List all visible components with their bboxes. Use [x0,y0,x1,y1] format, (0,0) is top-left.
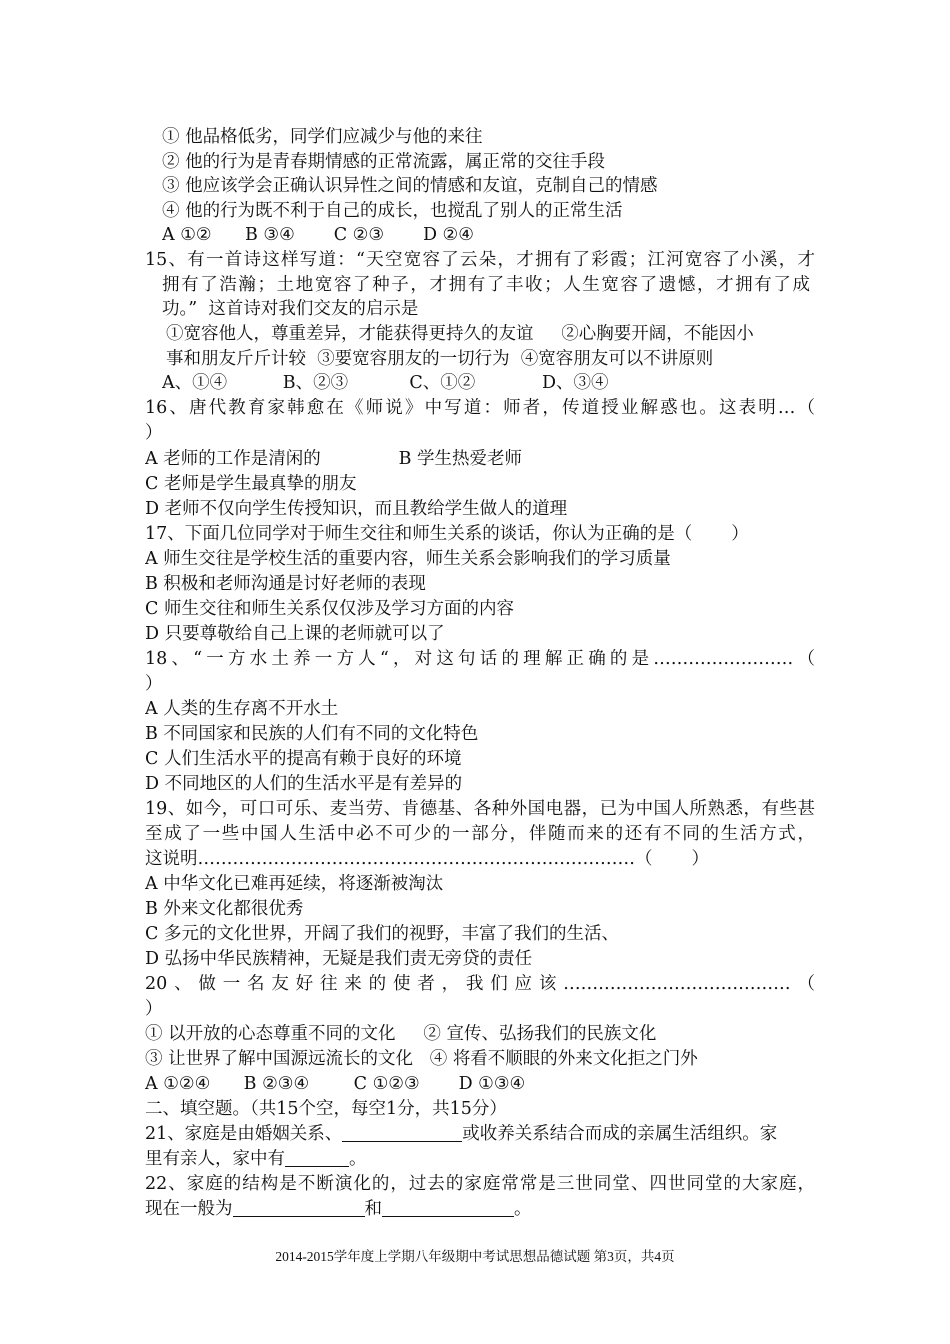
q18-option-b: B 不同国家和民族的人们有不同的文化特色 [145,724,479,744]
q15-stem-line-2: 拥有了浩瀚；土地宽容了种子，才拥有了丰收；人生宽容了遗憾，才拥有了成 [162,275,810,295]
q16-option-a-b: A 老师的工作是清闲的 B 学生热爱老师 [145,449,523,469]
q14-choices: A ①② B ③④ C ②③ D ②④ [162,225,474,245]
q14-option-3: ③ 他应该学会正确认识异性之间的情感和友谊，克制自己的情感 [162,176,658,196]
page-footer: 2014-2015学年度上学期八年级期中考试思想品德试题 第3页，共4页 [275,1249,675,1264]
q17-option-c: C 师生交往和师生关系仅仅涉及学习方面的内容 [145,599,514,619]
q18-stem: 18、“一方水土养一方人“，对这句话的理解正确的是……………………（ [145,649,815,669]
q22-line-1: 22、家庭的结构是不断演化的，过去的家庭常常是三世同堂、四世同堂的大家庭， [145,1174,815,1194]
q15-option-line-1: ①宽容他人，尊重差异，才能获得更持久的友谊 ②心胸要开阔，不能因小 [166,324,754,344]
q22-line-2 [145,1197,815,1222]
q19-option-a: A 中华文化已难再延续，将逐渐被淘汰 [145,874,444,894]
q16-option-d: D 老师不仅向学生传授知识，而且教给学生做人的道理 [145,499,568,519]
q17-option-b: B 积极和老师沟通是讨好老师的表现 [145,574,426,594]
q15-choices: A、①④ B、②③ C、①② D、③④ [162,373,609,393]
section-2-heading: 二、填空题。（共15个空，每空1分，共15分） [145,1099,507,1119]
q21-line-2 [145,1147,815,1172]
q22-text-b: 和 [364,1199,382,1219]
q17-option-d: D 只要尊敬给自己上课的老师就可以了 [145,624,445,644]
q20-choices: A ①②④ B ②③④ C ①②③ D ①③④ [145,1074,526,1094]
q19-option-c: C 多元的文化世界，开阔了我们的视野，丰富了我们的生活、 [145,924,619,944]
q14-option-1: ① 他品格低劣，同学们应减少与他的来往 [162,127,483,147]
q22-text-c: 。 [514,1199,532,1219]
q18-option-d: D 不同地区的人们的生活水平是有差异的 [145,774,463,794]
q17-stem: 17、下面几位同学对于师生交往和师生关系的谈话，你认为正确的是（ ） [145,524,749,544]
q18-stem-bracket: ） [145,674,163,694]
q21-line-1 [145,1122,815,1147]
q16-stem: 16、唐代教育家韩愈在《师说》中写道：师者，传道授业解惑也。这表明…（ [145,398,815,418]
q14-option-4: ④ 他的行为既不利于自己的成长，也搅乱了别人的正常生活 [162,201,623,221]
q16-option-c: C 老师是学生最真挚的朋友 [145,474,357,494]
q18-option-a: A 人类的生存离不开水土 [145,699,339,719]
q20-stem: 20、做一名友好往来的使者，我们应该…………………………………（ [145,974,815,994]
q20-option-line-2: ③ 让世界了解中国源远流长的文化 ④ 将看不顺眼的外来文化拒之门外 [145,1049,698,1069]
q19-stem-line-2: 至成了一些中国人生活中必不可少的一部分，伴随而来的还有不同的生活方式， [145,824,815,844]
q21-text-c: 里有亲人，家中有 [145,1149,285,1169]
q19-option-d: D 弘扬中华民族精神，无疑是我们责无旁贷的责任 [145,949,533,969]
q21-text-b: 或收养关系结合而成的亲属生活组织。家 [462,1124,778,1144]
q20-option-line-1: ① 以开放的心态尊重不同的文化 ② 宣传、弘扬我们的民族文化 [145,1024,657,1044]
q22-text-a: 现在一般为 [145,1199,233,1219]
q22-blank-2[interactable] [382,1198,514,1217]
q21-blank-2[interactable] [285,1148,349,1167]
q18-option-c: C 人们生活水平的提高有赖于良好的环境 [145,749,462,769]
q19-option-b: B 外来文化都很优秀 [145,899,304,919]
q15-stem-line-3: 功。” 这首诗对我们交友的启示是 [162,299,419,319]
q15-option-line-2: 事和朋友斤斤计较 ③要宽容朋友的一切行为 ④宽容朋友可以不讲原则 [166,349,714,369]
q21-text-d: 。 [349,1149,367,1169]
q19-stem-line-1: 19、如今，可口可乐、麦当劳、肯德基、各种外国电器，已为中国人所熟悉，有些甚 [145,799,815,819]
q19-stem-line-3: 这说明…………………………………………………………………（ ） [145,849,709,869]
q22-blank-1[interactable] [233,1198,365,1217]
q21-blank-1[interactable] [342,1123,462,1142]
q14-option-2: ② 他的行为是青春期情感的正常流露，属正常的交往手段 [162,152,606,172]
q16-stem-bracket: ） [145,423,163,443]
q20-stem-bracket: ） [145,999,163,1019]
q21-text-a: 21、家庭是由婚姻关系、 [145,1124,343,1144]
q17-option-a: A 师生交往是学校生活的重要内容，师生关系会影响我们的学习质量 [145,549,671,569]
q15-stem-line-1: 15、有一首诗这样写道：“天空宽容了云朵，才拥有了彩霞；江河宽容了小溪，才 [145,250,815,270]
